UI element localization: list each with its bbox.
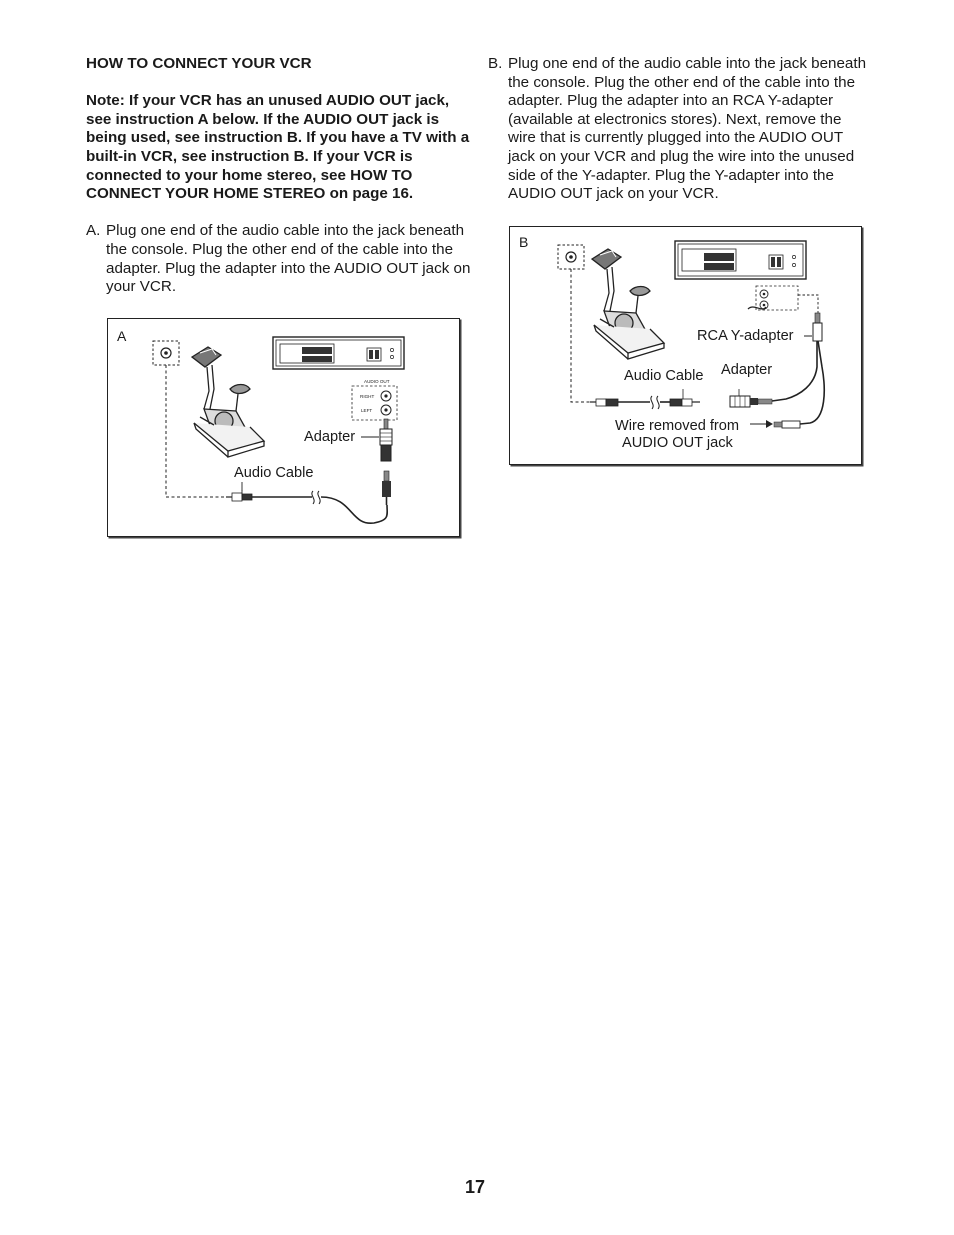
audio-out-panel: [352, 379, 397, 420]
exercise-bike-icon: [192, 347, 264, 457]
section-heading: HOW TO CONNECT YOUR VCR: [86, 55, 312, 72]
instruction-b-letter: B.: [488, 55, 503, 72]
page-number: 17: [465, 1177, 486, 1197]
wire-removed-label-line1: Wire removed from: [615, 418, 740, 434]
removed-wire-plug-icon: [750, 420, 800, 428]
figure-b-letter: B: [519, 234, 529, 250]
vcr-audio-out-jack: [748, 286, 818, 313]
left-column: [86, 55, 471, 297]
adapter-label: Adapter: [721, 362, 773, 378]
vcr-icon: [273, 337, 404, 369]
exercise-bike-icon: [592, 249, 664, 359]
wire-removed-label-line2: AUDIO OUT jack: [622, 435, 733, 451]
audio-cable-label: Audio Cable: [234, 465, 314, 481]
adapter-icon: [730, 389, 772, 407]
adapter-icon: [361, 419, 392, 461]
instruction-b: [488, 55, 873, 204]
audio-out-left-label: LEFT: [361, 408, 373, 413]
adapter-label: Adapter: [304, 429, 356, 445]
vcr-icon: [675, 241, 806, 279]
console-jack-icon: [558, 245, 584, 269]
instruction-a-letter: A.: [86, 222, 101, 240]
instruction-a-text: Plug one end of the audio cable into the jack beneath the console. Plug the other end of the cable into the adapter. Plug the adapter into the AUDIO OUT jack on your VCR.: [106, 222, 471, 296]
figure-a-diagram: [108, 319, 459, 536]
figure-a: [107, 318, 460, 537]
figure-b: [509, 226, 862, 465]
cable-plug-icon: [382, 471, 391, 505]
audio-out-right-label: RIGHT: [360, 394, 375, 399]
right-column: [488, 55, 873, 204]
connection-note: Note: If your VCR has an unused AUDIO OUT jack, see instruction A below. If the AUDIO OUT jack is being used, see instruction B. If you have a TV with a built-in VCR, see instruction B. If your VCR is connected to your home stereo, see HOW TO CONNECT YOUR HOME STEREO on page 16.: [86, 92, 470, 203]
audio-out-panel-title: AUDIO OUT: [364, 379, 390, 384]
rca-y-adapter-label: RCA Y-adapter: [697, 328, 794, 344]
console-jack-icon: [153, 341, 179, 365]
audio-cable-label: Audio Cable: [624, 368, 704, 384]
figure-a-letter: A: [117, 328, 127, 344]
instruction-a: [86, 222, 471, 296]
instruction-b-text: Plug one end of the audio cable into the jack beneath the console. Plug the other end of the cable into the adapter. Plug the adapter into an RCA Y-adapter (available at electronics stores). Next, remove the wire that is currently plugged into the AUDIO OUT jack on your VCR and plug the wire into the unused side of the Y-adapter. Plug the Y-adapter into the AUDIO OUT jack on your VCR.: [508, 55, 867, 203]
